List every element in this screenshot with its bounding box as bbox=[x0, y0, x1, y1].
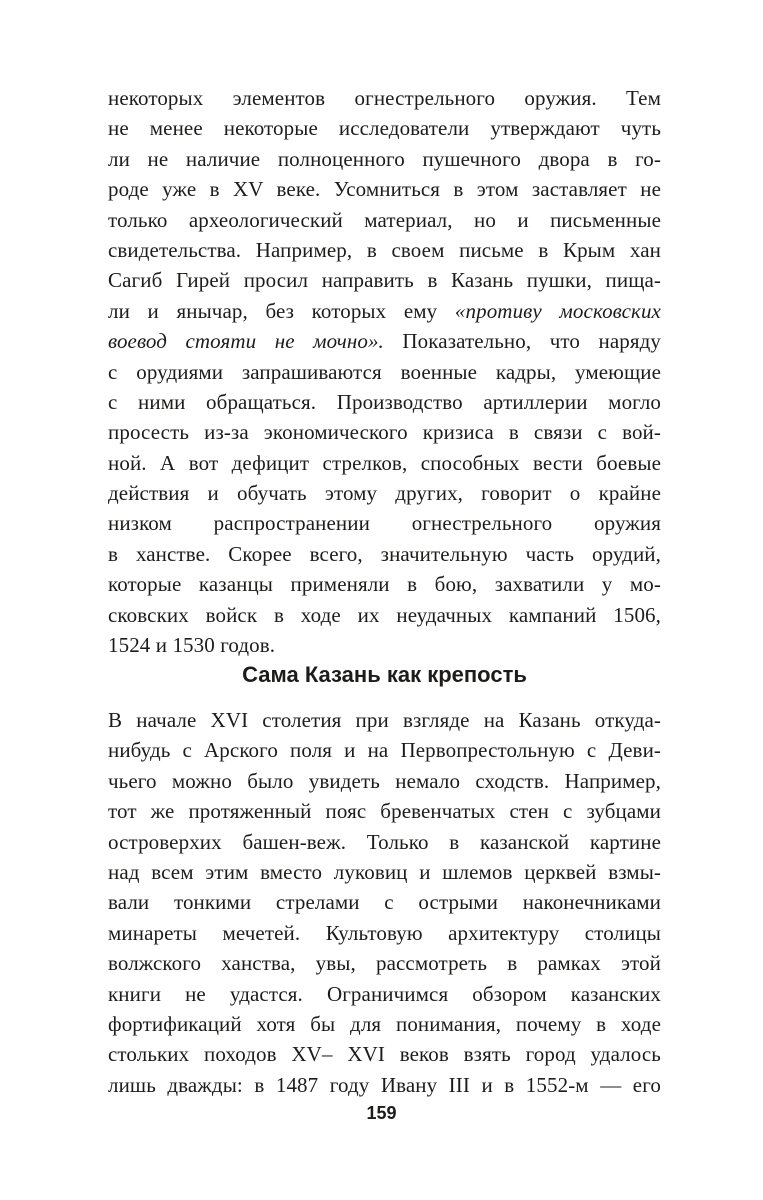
text-line: с ними обращаться. Производство артиллерии могло bbox=[108, 389, 661, 414]
text-line: свидетельства. Например, в своем письме в Крым хан bbox=[108, 237, 661, 262]
text-line: ной. А вот дефицит стрелков, способных вести боевые bbox=[108, 450, 661, 475]
text-line-mixed bbox=[108, 326, 661, 356]
text-line: тот же протяженный пояс бревенчатых стен с зубцами bbox=[108, 799, 661, 824]
text-line: книги не удастся. Ограничимся обзором казанских bbox=[108, 981, 661, 1006]
text-line: минареты мечетей. Культовую архитектуру столицы bbox=[108, 920, 661, 945]
text-line: фортификаций хотя бы для понимания, почему в ходе bbox=[108, 1011, 661, 1036]
text-span: Показательно, что наряду bbox=[383, 329, 661, 354]
text-line: нибудь с Арского поля и на Первопрестольную с Деви- bbox=[108, 738, 661, 763]
text-line: сковских войск в ходе их неудачных кампаний 1506, bbox=[108, 602, 661, 627]
text-line: только археологический материал, но и письменные bbox=[108, 207, 661, 232]
section-heading: Сама Казань как крепость bbox=[242, 662, 527, 687]
text-line: В начале XVI столетия при взгляде на Казань откуда- bbox=[108, 708, 661, 732]
text-line: некоторых элементов огнестрельного оружия. Тем bbox=[108, 86, 661, 110]
paragraph-2 bbox=[108, 705, 661, 1100]
text-line: лишь дважды: в 1487 году Ивану III и в 1552-м — его bbox=[108, 1072, 661, 1097]
text-line: над всем этим вместо луковиц и шлемов церквей взмы- bbox=[108, 859, 661, 884]
text-line: низком распространении огнестрельного оружия bbox=[108, 511, 661, 536]
text-line: 1524 и 1530 годов. bbox=[108, 633, 276, 658]
quote-span: воевод стояти не мочно». bbox=[108, 329, 384, 354]
text-line: ли не наличие полноценного пушечного двора в го- bbox=[108, 146, 661, 171]
paragraph-1 bbox=[108, 83, 661, 660]
text-line: стольких походов XV– XVI веков взять город удалось bbox=[108, 1042, 661, 1067]
text-line: с орудиями запрашиваются военные кадры, умеющие bbox=[108, 359, 661, 384]
text-span: ли и янычар, без которых ему bbox=[108, 298, 455, 323]
text-line: просесть из-за экономического кризиса в связи с вой- bbox=[108, 420, 661, 445]
text-line-mixed bbox=[108, 296, 661, 326]
text-line: островерхих башен-веж. Только в казанской картине bbox=[108, 829, 661, 854]
text-line: которые казанцы применяли в бою, захватили у мо- bbox=[108, 572, 661, 597]
text-line: чьего можно было увидеть немало сходств. Например, bbox=[108, 768, 661, 793]
text-line: действия и обучать этому других, говорит о крайне bbox=[108, 481, 661, 506]
text-line: роде уже в XV веке. Усомниться в этом заставляет не bbox=[108, 177, 661, 202]
page-number: 159 bbox=[366, 1103, 397, 1123]
text-line: Сагиб Гирей просил направить в Казань пушки, пища- bbox=[108, 268, 661, 293]
quote-span: «противу московских bbox=[454, 298, 661, 323]
text-line: вали тонкими стрелами с острыми наконечниками bbox=[108, 890, 661, 915]
text-line: не менее некоторые исследователи утверждают чуть bbox=[108, 116, 661, 141]
text-line: в ханстве. Скорее всего, значительную часть орудий, bbox=[108, 541, 661, 566]
text-line: волжского ханства, увы, рассмотреть в рамках этой bbox=[108, 951, 661, 976]
